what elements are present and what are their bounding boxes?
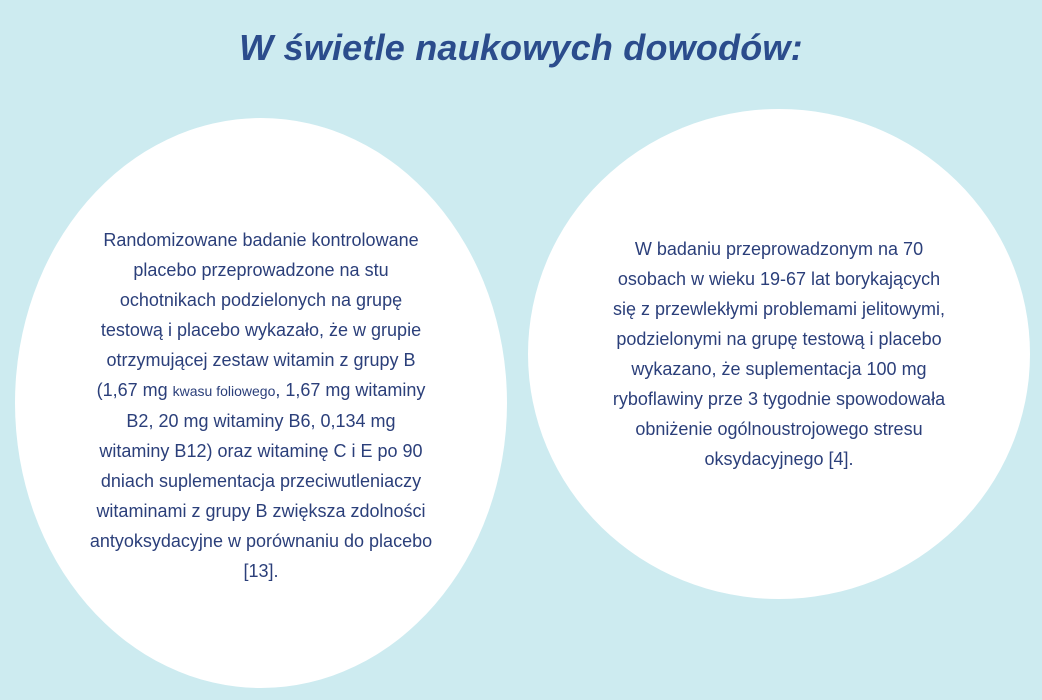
study-text-small: kwasu foliowego [172,382,276,399]
study-description-left [89,225,433,586]
study-text-part-1: Randomizowane badanie kontrolowane placebo przeprowadzone na stu ochotnikach podzielonych na grupę testową i placebo wykazało, że w grupie otrzymującej zestaw witamin z grupy B (1,67 mg [96,229,422,400]
study-card-left [15,118,507,688]
study-text-part-2: , 1,67 mg witaminy B2, 20 mg witaminy B6, 0,134 mg witaminy B12) oraz witaminę C i E po 90 dniach suplementacja przeciwutleniaczy witaminami z grupy B zwiększa zdolności antyoksydacyjne w porównaniu do placebo [13]. [89,379,433,581]
study-description-right: W badaniu przeprowadzonym na 70 osobach w wieku 19-67 lat borykających się z przewlekłymi problemami jelitowymi, podzielonymi na grupę testową i placebo wykazano, że suplementacja 100 mg ryboflawiny prze 3 tygodnie spowodowała obniżenie ogólnoustrojowego stresu oksydacyjnego [4]. [612,239,946,469]
page-title: W świetle naukowych dowodów: [239,27,803,69]
study-card-right [528,109,1030,599]
